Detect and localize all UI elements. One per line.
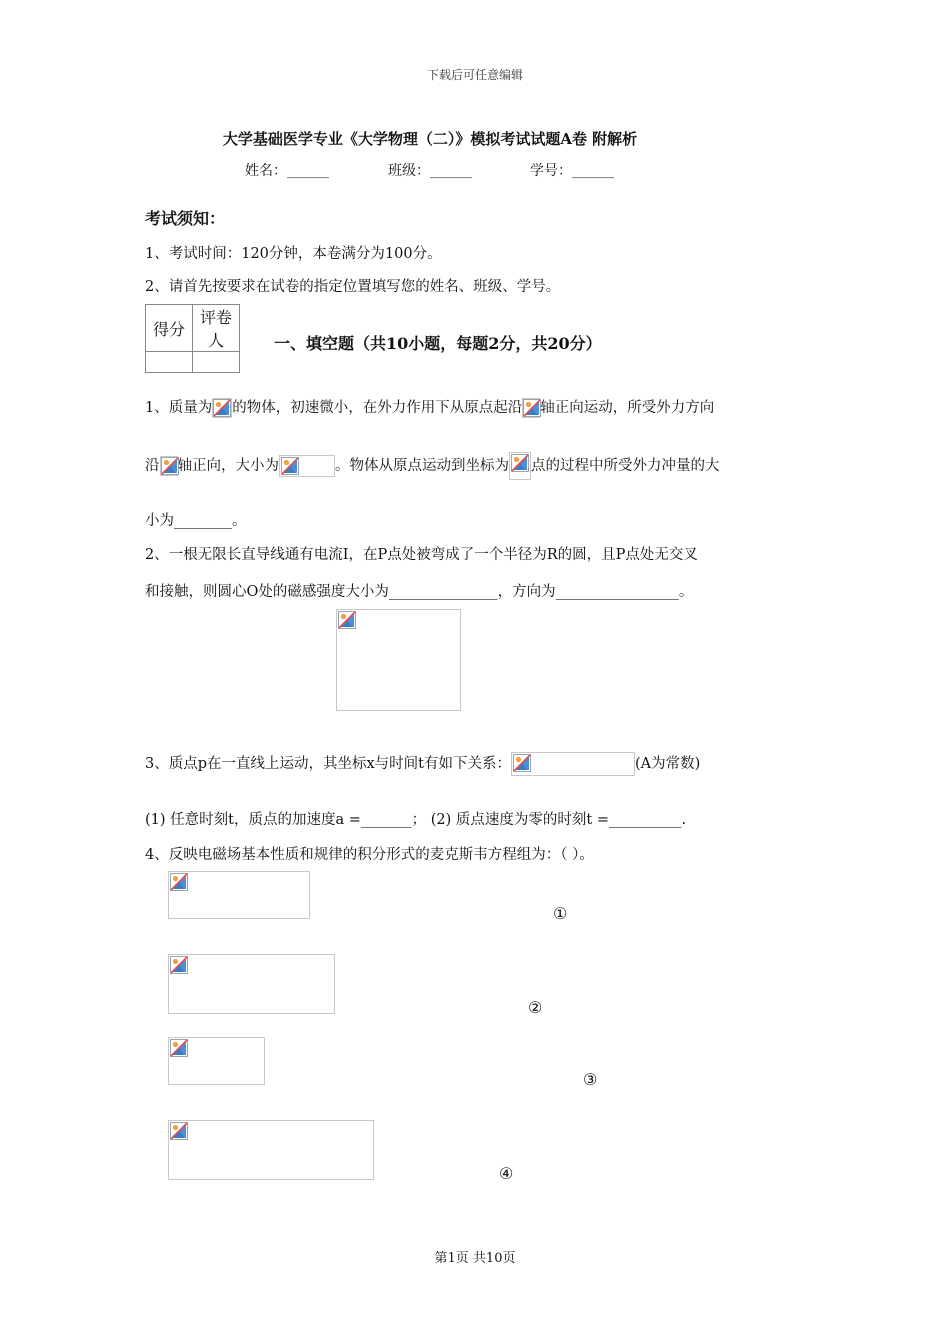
grader-cell [193, 352, 240, 373]
q1-line1 [145, 396, 714, 418]
motion-equation-image [511, 752, 635, 776]
q1-text-g: 点的过程中所受外力冲量的大 [531, 458, 720, 474]
maxwell-eq-1-image [168, 871, 310, 919]
eq-mark-1: ① [553, 904, 568, 923]
mass-formula-image [212, 398, 232, 418]
eq-mark-4: ④ [499, 1164, 514, 1183]
q2-line1: 2、一根无限长直导线通有电流I，在P点处被弯成了一个半径为R的圆，且P点处无交叉 [145, 547, 698, 563]
q1-line3: 小为________。 [145, 513, 247, 529]
q2-line2: 和接触，则圆心O处的磁感强度大小为_______________，方向为_________________。 [145, 584, 694, 600]
q1-text-d: 沿 [145, 458, 160, 474]
q1-text-b: 的物体，初速微小，在外力作用下从原点起沿 [232, 400, 523, 416]
q1-text-c: 轴正向运动，所受外力方向 [540, 400, 715, 416]
class-field: 班级：______ [388, 163, 472, 179]
q1-text-e: 轴正向，大小为 [177, 458, 279, 474]
q4-line1: 4、反映电磁场基本性质和规律的积分形式的麦克斯韦方程组为：（ ）。 [145, 847, 594, 863]
exam-title: 大学基础医学专业《大学物理（二）》模拟考试试题A卷 附解析 [222, 130, 638, 148]
notice-item-1: 1、考试时间：120分钟，本卷满分为100分。 [145, 246, 442, 262]
page-number: 第1页 共10页 [434, 1251, 516, 1266]
score-cell [146, 352, 193, 373]
maxwell-eq-4-image [168, 1120, 374, 1180]
force-formula-image [279, 455, 335, 477]
axis-formula-image-2 [160, 456, 178, 476]
q3-line2: (1) 任意时刻t，质点的加速度a =_______； (2) 质点速度为零的时刻t =__________. [145, 812, 687, 828]
maxwell-eq-3-image [168, 1037, 265, 1085]
maxwell-eq-2-image [168, 954, 335, 1014]
section-title: 一、填空题（共10小题，每题2分，共20分） [274, 334, 602, 353]
axis-formula-image [522, 398, 540, 418]
notice-heading: 考试须知： [145, 209, 226, 228]
q1-text-f: 。物体从原点运动到坐标为 [335, 458, 509, 474]
wire-circle-figure [336, 609, 461, 711]
score-table [145, 304, 240, 373]
q3-text-a: 3、质点p在一直线上运动，其坐标x与时间t有如下关系： [145, 756, 512, 772]
notice-item-2: 2、请首先按要求在试卷的指定位置填写您的姓名、班级、学号。 [145, 279, 561, 295]
eq-mark-2: ② [528, 998, 543, 1017]
q1-line2 [145, 452, 720, 480]
student-id-field: 学号：______ [530, 163, 614, 179]
grader-label: 评卷人 [193, 305, 240, 352]
q3-line1 [145, 752, 700, 776]
q3-text-b: (A为常数) [635, 756, 701, 772]
q1-text-a: 1、质量为 [145, 400, 213, 416]
eq-mark-3: ③ [583, 1070, 598, 1089]
name-field: 姓名：______ [245, 163, 329, 179]
score-label: 得分 [146, 305, 193, 352]
header-note: 下载后可任意编辑 [426, 68, 523, 82]
coord-formula-image [509, 452, 531, 480]
